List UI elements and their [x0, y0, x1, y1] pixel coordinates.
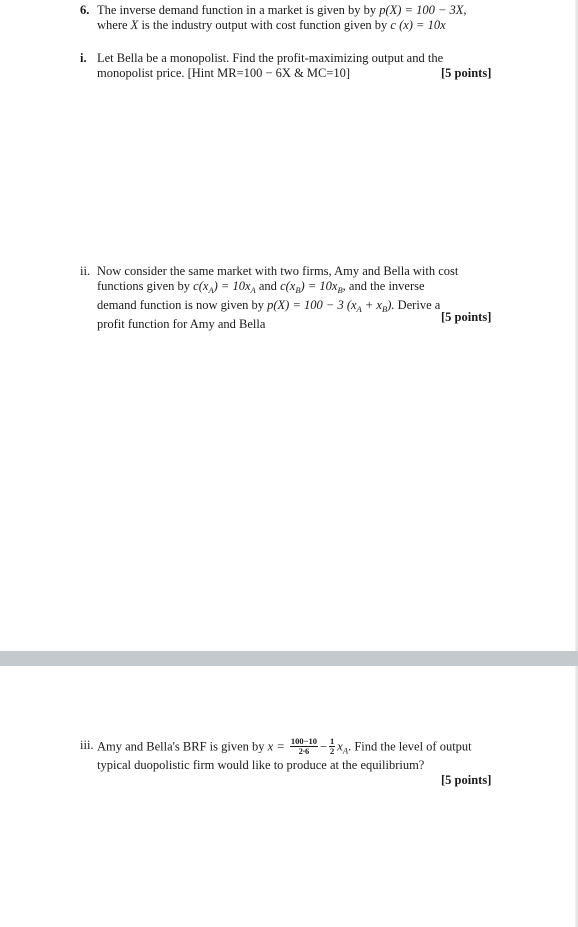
part-ii-line-1: Now consider the same market with two firms, Amy and Bella with cost [97, 264, 459, 278]
part-iii-points: [5 points] [441, 773, 492, 787]
question-6-line-2: where X is the industry output with cost function given by c (x) = 10x [97, 18, 446, 32]
page-divider [0, 651, 578, 666]
cost-equation: c (x) = 10x [390, 18, 446, 32]
part-i-label: i. [80, 51, 87, 65]
part-i-line-2: monopolist price. [Hint MR=100 − 6X & MC=10] [97, 66, 351, 80]
part-ii-label: ii. [80, 264, 91, 278]
part-i-text [97, 51, 443, 81]
fraction-half: $\frac{1}{2}$ [330, 736, 335, 756]
part-i-line-1: Let Bella be a monopolist. Find the profit-maximizing output and the [97, 51, 444, 65]
part-iii-line-2: typical duopolistic firm would like to produce at the equilibrium? [97, 758, 425, 773]
part-iii-line-1: Amy and Bella's BRF is given by x = $\frac{100-10}{2\cdot 6}$ − $\frac{1}{2}$ $x_A$. Find the level of output [97, 736, 472, 756]
part-ii-line-2: functions given by $c(x_A) = 10x_A$ and $c(x_B) = 10x_B$, and the inverse [97, 279, 425, 295]
part-iii-text [97, 738, 472, 773]
part-iii-label: iii. [80, 738, 94, 752]
part-ii-line-3: demand function is now given by p(X) = 100 − 3 $(x_A + x_B)$. Derive a [97, 298, 441, 314]
demand-equation: p(X) = 100 − 3X, [379, 3, 467, 17]
question-number: 6. [80, 3, 90, 17]
page-bottom [0, 666, 578, 927]
part-ii-line-4: profit function for Amy and Bella [97, 317, 266, 331]
question-6-text [97, 3, 467, 33]
part-ii-text [97, 264, 458, 332]
part-ii-points: [5 points] [441, 310, 492, 324]
question-6-line-1: The inverse demand function in a market is given by by p(X) = 100 − 3X, [97, 3, 467, 17]
fraction-brf-constant: $\frac{100-10}{2\cdot 6}$ [290, 736, 317, 756]
part-i-points: [5 points] [441, 66, 492, 80]
